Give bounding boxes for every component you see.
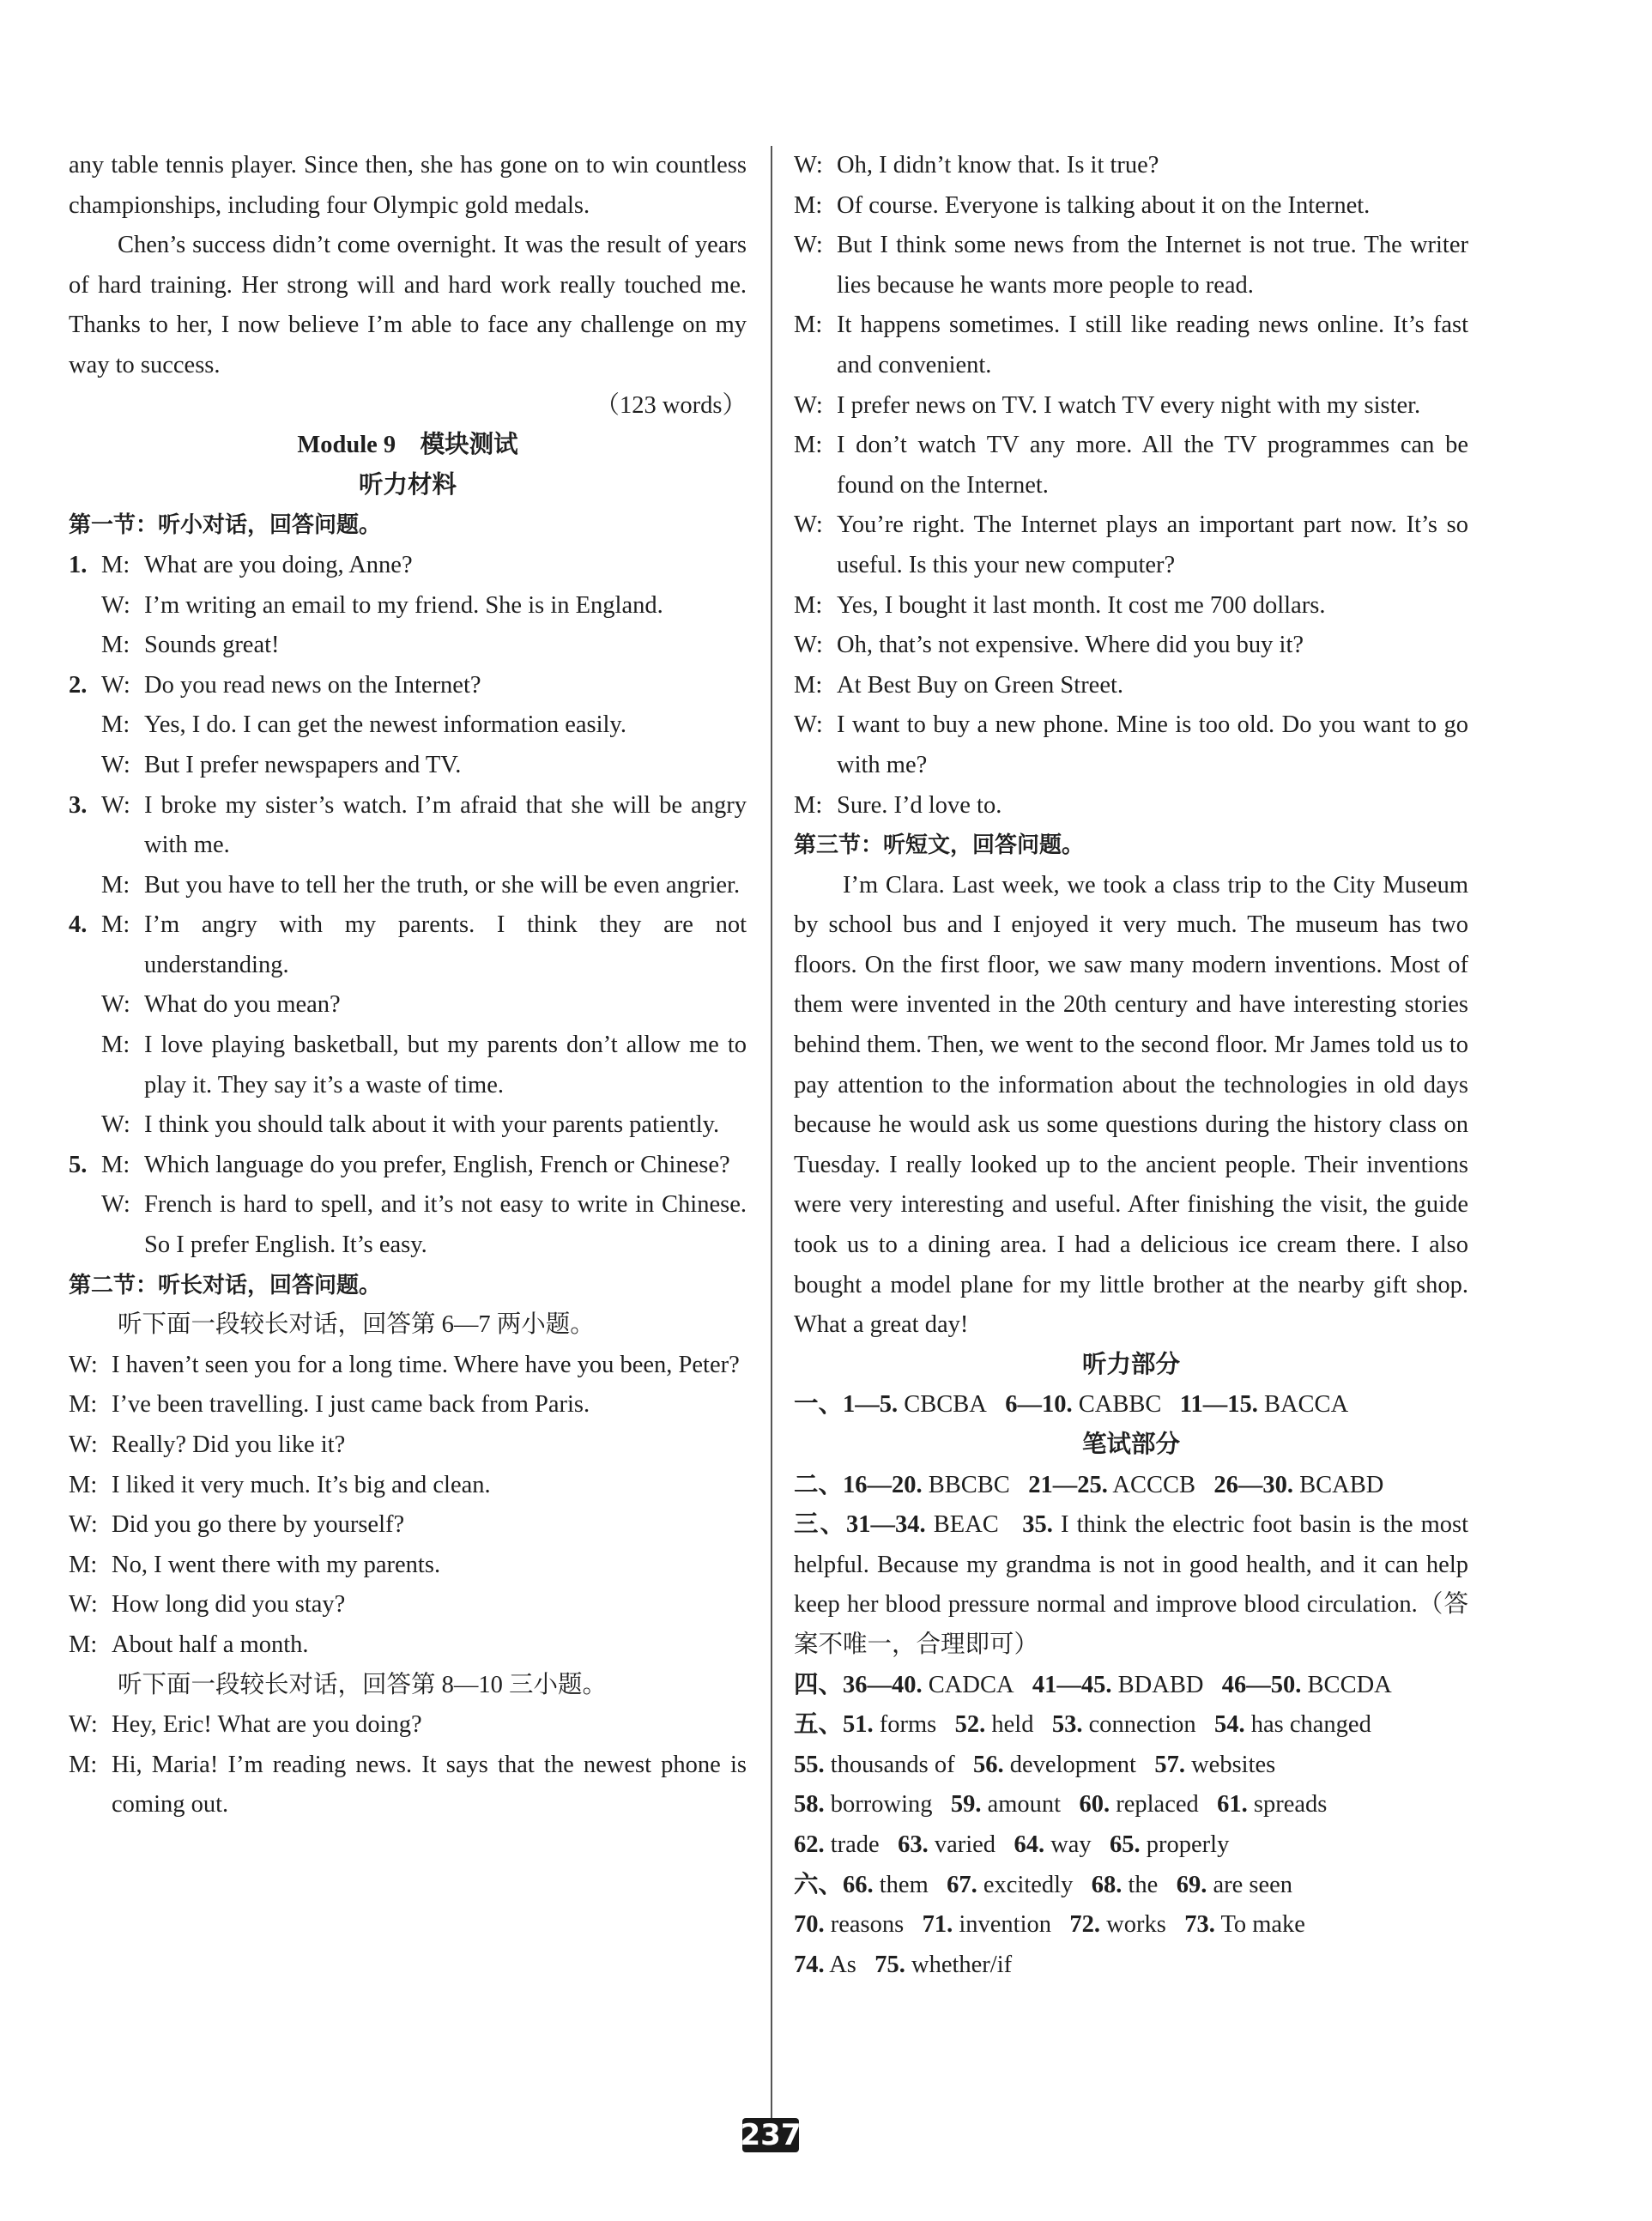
answer-value: forms <box>879 1711 937 1739</box>
dialog-line <box>69 1146 747 1186</box>
dialog-text: But I prefer newspapers and TV. <box>144 751 462 778</box>
dialog-line <box>69 866 747 906</box>
answer-value: held <box>991 1711 1034 1739</box>
speaker-label: W: <box>101 1111 130 1139</box>
answer-number: 55. <box>794 1751 825 1778</box>
conversation-line <box>794 705 1468 785</box>
answer-number: 63. <box>898 1831 929 1858</box>
answer-value: borrowing <box>830 1791 933 1819</box>
answer-number: 64. <box>1014 1831 1045 1858</box>
answer-number: 70. <box>794 1911 825 1939</box>
conversation-line <box>794 306 1468 385</box>
dialog-text: I broke my sister’s watch. I’m afraid that she will be angry with me. <box>144 791 747 859</box>
answer-row <box>794 1866 1468 1906</box>
answers-section-2: 二、16—20. BBCBC 21—25. ACCCB 26—30. BCABD <box>794 1471 1384 1498</box>
speaker-label: W: <box>101 1191 130 1219</box>
speaker-label: M: <box>101 1032 130 1059</box>
answer-row <box>794 1905 1468 1946</box>
dialog-line <box>69 626 747 666</box>
speaker-label: M: <box>101 632 130 659</box>
reading-continuation: any table tennis player. Since then, she has gone on to win countless championships, including four Olympic gold medals. <box>69 152 747 219</box>
dialog-text: What are you doing, Anne? <box>144 551 413 578</box>
dialog-line <box>69 786 747 866</box>
module-title: Module 9 模块测试 <box>297 432 518 459</box>
speaker-label: M: <box>794 791 823 819</box>
conversation-line <box>69 1505 747 1546</box>
answer-number: 62. <box>794 1831 825 1858</box>
answer-number: 58. <box>794 1791 825 1819</box>
conversation-text: I haven’t seen you for a long time. Where have you been, Peter? <box>112 1351 740 1378</box>
answer-value: excitedly <box>983 1871 1074 1898</box>
conversation-text: Hey, Eric! What are you doing? <box>112 1711 422 1739</box>
answer-value: To make <box>1220 1911 1305 1939</box>
dialog-line <box>69 586 747 626</box>
answer-row <box>794 1746 1468 1786</box>
dialog-line <box>69 1105 747 1146</box>
section2-title: 第二节：听长对话，回答问题。 <box>69 1272 382 1298</box>
conversation-line <box>794 186 1468 227</box>
conversation-line <box>794 586 1468 626</box>
dialog-text: I’m writing an email to my friend. She is in England. <box>144 591 663 619</box>
answers-section-6 <box>794 1866 1468 1986</box>
dialog-line <box>69 1185 747 1265</box>
answer-value: reasons <box>830 1911 905 1939</box>
conversation-line <box>794 666 1468 706</box>
answer-number: 六、66. <box>794 1871 874 1898</box>
speaker-label: W: <box>101 991 130 1019</box>
answer-number: 五、51. <box>794 1711 874 1739</box>
answer-value: properly <box>1146 1831 1230 1858</box>
answer-number: 69. <box>1176 1871 1207 1898</box>
answer-row <box>794 1946 1468 1986</box>
conversation-text: I’ve been travelling. I just came back from Paris. <box>112 1391 590 1419</box>
answer-number: 68. <box>1091 1871 1123 1898</box>
conversation-text: Sure. I’d love to. <box>837 791 1002 819</box>
answer-value: varied <box>934 1831 996 1858</box>
speaker-label: M: <box>69 1631 98 1658</box>
conversation-line <box>69 1746 747 1825</box>
listening-material-title: 听力材料 <box>358 471 457 499</box>
dialog-text: I think you should talk about it with your parents patiently. <box>144 1111 720 1139</box>
answer-row <box>794 1705 1468 1746</box>
conversation-line <box>69 1546 747 1586</box>
column-divider <box>771 146 772 2120</box>
speaker-label: W: <box>69 1711 98 1739</box>
answer-value: As <box>829 1951 856 1978</box>
conversation-line <box>69 1346 747 1386</box>
answer-number: 65. <box>1110 1831 1141 1858</box>
dialog-number: 2. <box>69 671 88 699</box>
conversation-text: Really? Did you like it? <box>112 1431 346 1458</box>
conversation-text: No, I went there with my parents. <box>112 1551 441 1578</box>
answers-section-5 <box>794 1705 1468 1865</box>
conversation-text: At Best Buy on Green Street. <box>837 671 1124 699</box>
speaker-label: M: <box>101 871 130 899</box>
speaker-label: W: <box>69 1511 98 1539</box>
speaker-label: W: <box>69 1591 98 1619</box>
dialog-line <box>69 1026 747 1105</box>
section3-title: 第三节：听短文，回答问题。 <box>794 832 1085 859</box>
speaker-label: W: <box>794 232 823 259</box>
speaker-label: W: <box>794 711 823 739</box>
dialog-text: I’m angry with my parents. I think they are not understanding. <box>144 911 747 978</box>
answer-value: replaced <box>1116 1791 1199 1819</box>
answer-value: the <box>1128 1871 1159 1898</box>
dialog-text: Do you read news on the Internet? <box>144 671 481 699</box>
conversation-line <box>69 1466 747 1506</box>
speaker-label: W: <box>794 632 823 659</box>
speaker-label: M: <box>794 671 823 699</box>
dialog-line <box>69 985 747 1026</box>
conversation-line <box>794 386 1468 427</box>
dialog-text: Sounds great! <box>144 632 280 659</box>
page-number: 237 <box>740 2118 802 2152</box>
dialog-number: 5. <box>69 1151 88 1178</box>
conversation-line <box>794 146 1468 186</box>
conversation-line <box>69 1625 747 1666</box>
answer-number: 75. <box>874 1951 905 1978</box>
passage: I’m Clara. Last week, we took a class trip to the City Museum by school bus and I enjoyed it very much. The museum has two floors. On the first floor, we saw many modern inventions. Most of them were invented in the 20th century and have interesting stories behind them. Then, we went to the second floor. Mr James told us to pay attention to the information about the technologies in old days because he would ask us some questions during the history class on Tuesday. I really looked up to the ancient people. Their inventions were very interesting and useful. After finishing the visit, the guide took us to a dining area. I had a delicious ice cream there. I also bought a model plane for my little brother at the nearby gift shop. What a great day! <box>794 871 1468 1339</box>
answer-value: them <box>879 1871 929 1898</box>
answer-number: 67. <box>947 1871 977 1898</box>
answer-number: 60. <box>1079 1791 1110 1819</box>
answer-number: 57. <box>1154 1751 1185 1778</box>
answers-section-1: 一、1—5. CBCBA 6—10. CABBC 11—15. BACCA <box>794 1391 1349 1419</box>
conversation-line <box>794 626 1468 666</box>
answer-value: trade <box>830 1831 880 1858</box>
answer-number: 61. <box>1217 1791 1248 1819</box>
speaker-label: W: <box>101 751 130 778</box>
speaker-label: W: <box>101 791 130 819</box>
conversation-text: Yes, I bought it last month. It cost me 700 dollars. <box>837 591 1326 619</box>
answer-number: 56. <box>973 1751 1004 1778</box>
speaker-label: M: <box>69 1551 98 1578</box>
section1-title: 第一节：听小对话，回答问题。 <box>69 512 382 539</box>
answer-number: 59. <box>950 1791 982 1819</box>
conversation-line <box>69 1385 747 1425</box>
long-conversation-2 <box>69 1705 747 1825</box>
reading-paragraph: Chen’s success didn’t come overnight. It was the result of years of hard training. Her strong will and hard work really touched me. Thanks to her, I now believe I’m able to face any challenge on my way to success. <box>69 232 747 378</box>
answers-section-3: 三、31—34. BEAC 35. I think the electric foot basin is the most helpful. Because my grandma is not in good health, and it can help keep her blood pressure normal and improve blood circulation.（答案不唯一，合理即可） <box>794 1511 1469 1658</box>
answer-value: amount <box>987 1791 1062 1819</box>
answer-value: works <box>1106 1911 1166 1939</box>
listening-part-title: 听力部分 <box>1081 1351 1180 1378</box>
dialog-line <box>69 705 747 746</box>
conversation-line <box>794 505 1468 585</box>
speaker-label: W: <box>101 671 130 699</box>
conversation-line <box>69 1585 747 1625</box>
conversation-text: Oh, I didn’t know that. Is it true? <box>837 152 1159 179</box>
speaker-label: W: <box>69 1351 98 1378</box>
answer-value: connection <box>1088 1711 1196 1739</box>
dialog-number: 3. <box>69 791 88 819</box>
left-column <box>69 146 747 1825</box>
answer-row <box>794 1825 1468 1866</box>
speaker-label: W: <box>794 511 823 539</box>
dialog-line <box>69 905 747 985</box>
long-conversation-2-continued <box>794 146 1468 826</box>
speaker-label: W: <box>69 1431 98 1458</box>
answer-value: websites <box>1191 1751 1276 1778</box>
dialog-text: What do you mean? <box>144 991 341 1019</box>
answer-value: way <box>1050 1831 1092 1858</box>
conversation-text: But I think some news from the Internet is not true. The writer lies because he wants more people to read. <box>837 232 1468 299</box>
conversation-line <box>794 226 1468 306</box>
answer-value: are seen <box>1213 1871 1292 1898</box>
answer-number: 52. <box>954 1711 986 1739</box>
speaker-label: W: <box>101 591 130 619</box>
conversation-line <box>69 1705 747 1746</box>
speaker-label: M: <box>69 1471 98 1498</box>
speaker-label: W: <box>794 152 823 179</box>
short-dialogs <box>69 546 747 1266</box>
answer-number: 54. <box>1214 1711 1245 1739</box>
speaker-label: M: <box>101 711 130 739</box>
dialog-number: 1. <box>69 551 88 578</box>
conversation-text: I don’t watch TV any more. All the TV programmes can be found on the Internet. <box>837 432 1468 499</box>
answer-value: has changed <box>1250 1711 1371 1739</box>
speaker-label: M: <box>69 1751 98 1778</box>
long-conversation-1 <box>69 1346 747 1666</box>
speaker-label: M: <box>794 312 823 339</box>
answer-number: 73. <box>1184 1911 1215 1939</box>
dialog-line <box>69 666 747 706</box>
conversation-text: Of course. Everyone is talking about it on the Internet. <box>837 191 1371 219</box>
conversation-text: Did you go there by yourself? <box>112 1511 405 1539</box>
answer-value: thousands of <box>830 1751 955 1778</box>
conversation-text: I want to buy a new phone. Mine is too old. Do you want to go with me? <box>837 711 1468 778</box>
answer-value: spreads <box>1253 1791 1328 1819</box>
speaker-label: M: <box>794 432 823 459</box>
written-part-title: 笔试部分 <box>1081 1431 1180 1458</box>
conversation-text: Hi, Maria! I’m reading news. It says that the newest phone is coming out. <box>112 1751 747 1819</box>
conversation-text: It happens sometimes. I still like reading news online. It’s fast and convenient. <box>837 312 1468 378</box>
speaker-label: M: <box>794 591 823 619</box>
speaker-label: W: <box>794 391 823 419</box>
word-count: （123 words） <box>595 391 747 419</box>
answer-number: 74. <box>794 1951 825 1978</box>
answer-value: whether/if <box>911 1951 1013 1978</box>
dialog-text: But you have to tell her the truth, or she will be even angrier. <box>144 871 741 899</box>
conversation-text: You’re right. The Internet plays an important part now. It’s so useful. Is this your new computer? <box>837 511 1468 578</box>
answer-number: 71. <box>922 1911 953 1939</box>
speaker-label: M: <box>101 911 130 939</box>
conversation-text: Oh, that’s not expensive. Where did you buy it? <box>837 632 1304 659</box>
conversation-line <box>794 786 1468 826</box>
conversation-text: How long did you stay? <box>112 1591 346 1619</box>
speaker-label: M: <box>69 1391 98 1419</box>
dialog-text: French is hard to spell, and it’s not easy to write in Chinese. So I prefer English. It’s easy. <box>144 1191 747 1259</box>
dialog-text: Yes, I do. I can get the newest information easily. <box>144 711 626 739</box>
answer-number: 53. <box>1051 1711 1083 1739</box>
speaker-label: M: <box>101 551 130 578</box>
answer-value: invention <box>959 1911 1052 1939</box>
instruction-8-10: 听下面一段较长对话，回答第 8—10 三小题。 <box>118 1671 608 1698</box>
answer-value: development <box>1009 1751 1136 1778</box>
conversation-text: I prefer news on TV. I watch TV every night with my sister. <box>837 391 1421 419</box>
dialog-line <box>69 546 747 586</box>
speaker-label: M: <box>794 191 823 219</box>
dialog-line <box>69 746 747 786</box>
answers-section-4: 四、36—40. CADCA 41—45. BDABD 46—50. BCCDA <box>794 1671 1392 1698</box>
dialog-text: I love playing basketball, but my parents don’t allow me to play it. They say it’s a waste of time. <box>144 1032 747 1098</box>
dialog-number: 4. <box>69 911 88 939</box>
dialog-text: Which language do you prefer, English, French or Chinese? <box>144 1151 730 1178</box>
conversation-line <box>69 1425 747 1466</box>
conversation-text: About half a month. <box>112 1631 309 1658</box>
answer-row <box>794 1785 1468 1825</box>
right-column <box>794 146 1468 1985</box>
conversation-text: I liked it very much. It’s big and clean. <box>112 1471 491 1498</box>
answer-number: 72. <box>1069 1911 1101 1939</box>
conversation-line <box>794 426 1468 505</box>
speaker-label: M: <box>101 1151 130 1178</box>
instruction-6-7: 听下面一段较长对话，回答第 6—7 两小题。 <box>118 1311 595 1339</box>
